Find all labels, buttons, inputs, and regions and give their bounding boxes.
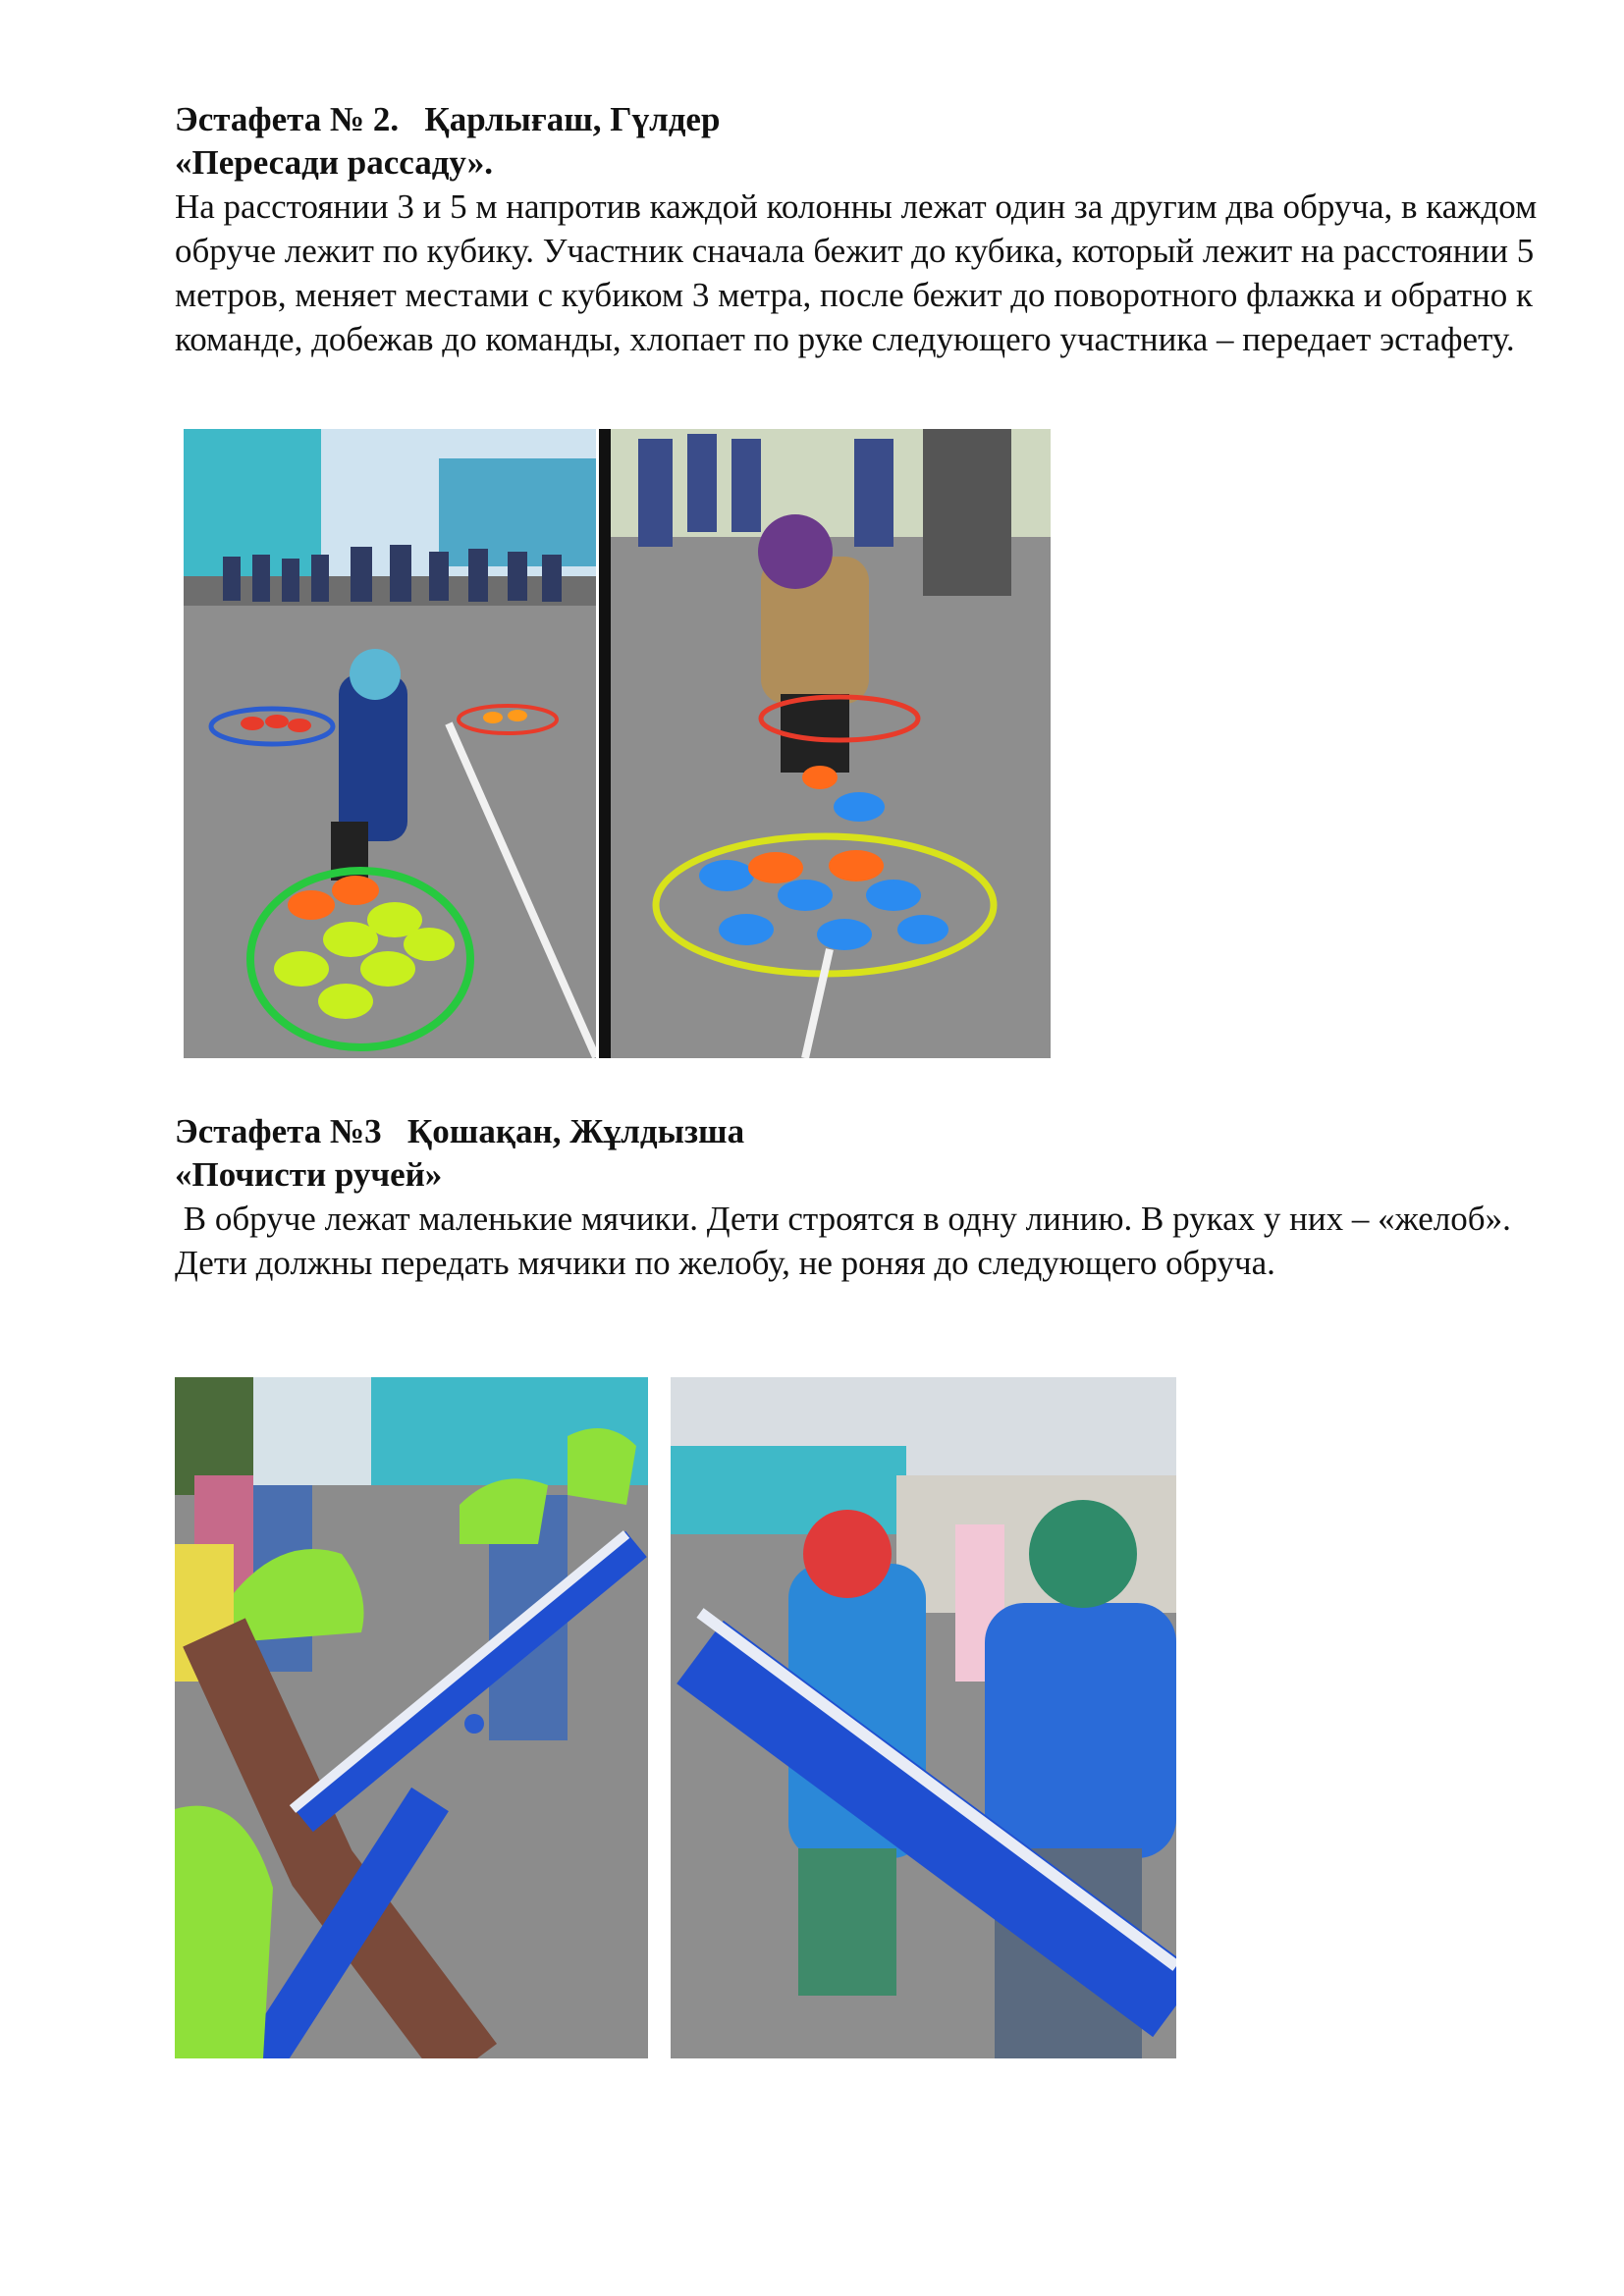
relay-2-photo-right xyxy=(599,429,1051,1058)
relay-3-photo-left xyxy=(175,1377,648,2058)
relay-2-photo-left xyxy=(184,429,596,1058)
relay-2-section xyxy=(175,98,1549,361)
relay-3-description: В обруче лежат маленькие мячики. Дети строятся в одну линию. В руках у них – «желоб». Дети должны передать мячики по желобу, не роняя до следующего обруча. xyxy=(175,1200,1520,1282)
photo-illustration xyxy=(184,429,596,1058)
photo-illustration xyxy=(599,429,1051,1058)
relay-3-title: Эстафета №3 Қошақан, Жұлдызша xyxy=(175,1112,745,1150)
relay-2-subtitle: «Пересади рассаду». xyxy=(175,143,494,182)
relay-2-description: На расстоянии 3 и 5 м напротив каждой колонны лежат один за другим два обруча, в каждом обруче лежит по кубику. Участник сначала бежит до кубика, который лежит на расстоянии 5 метров, меняет местами с кубиком 3 метра, после бежит до поворотного флажка и обратно к команде, добежав до команды, хлопает по руке следующего участника – передает эстафету. xyxy=(175,187,1538,358)
relay-3-subtitle: «Почисти ручей» xyxy=(175,1155,443,1194)
photo-illustration xyxy=(671,1377,1176,2058)
photo-illustration xyxy=(175,1377,648,2058)
relay-2-title: Эстафета № 2. Қарлығаш, Гүлдер xyxy=(175,100,721,138)
relay-3-photo-right xyxy=(671,1377,1176,2058)
relay-3-section xyxy=(175,1110,1549,1285)
